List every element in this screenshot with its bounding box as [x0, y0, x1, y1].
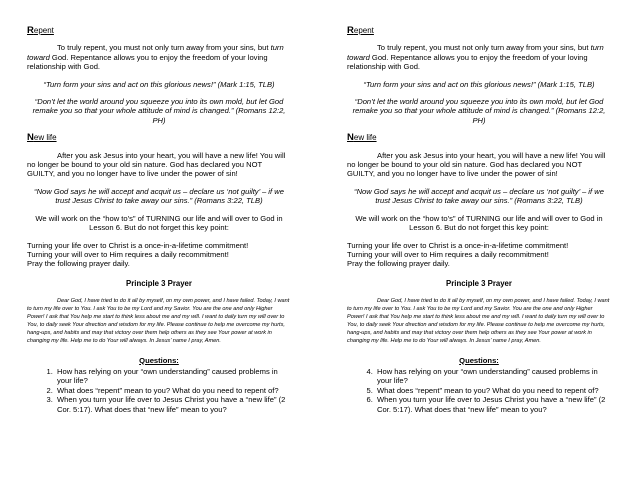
- key-line-1: Turning your life over to Christ is a once-in-a-lifetime commitment!: [347, 240, 569, 250]
- repent-heading: Repent: [347, 25, 374, 36]
- repent-paragraph: To truly repent, you must not only turn away from your sins, but turn toward God. Repentance allows you to enjoy the freedom of your loving relationship with God.: [27, 43, 284, 72]
- questions-list: [347, 367, 611, 414]
- repent-heading: Repent: [27, 25, 54, 36]
- newlife-heading: New life: [27, 132, 57, 144]
- key-line-3: Pray the following prayer daily.: [347, 259, 450, 269]
- question-item: 5. What does “repent” mean to you? What do you need to repent of?: [375, 386, 611, 395]
- newlife-paragraph: After you ask Jesus into your heart, you will have a new life! You will no longer be bound to your old sin nature. God has declared you NOT GUILTY, and you no longer have to live under the power of sin!: [27, 150, 286, 179]
- lesson-paragraph: We will work on the “how to’s” of TURNING our life and will over to God in Lesson 6. But do not forget this key point:: [355, 213, 603, 233]
- newlife-quote: “Now God says he will accept and acquit us – declare us ‘not guilty’ – if we trust Jesus Christ to take away our sins.” (Romans 3:22, TLB): [34, 186, 284, 206]
- key-line-1: Turning your life over to Christ is a once-in-a-lifetime commitment!: [27, 240, 249, 250]
- prayer-title: Principle 3 Prayer: [446, 278, 512, 288]
- spacer: [347, 233, 611, 241]
- repent-quote-1: “Turn form your sins and act on this glorious news!” (Mark 1:15, TLB): [43, 79, 275, 89]
- question-item: 2. What does “repent” mean to you? What do you need to repent of?: [55, 386, 291, 395]
- repent-quote-2: “Don’t let the world around you squeeze you into its own mold, but let God remake you so that your whole attitude of mind is changed.” (Romans 12:2, PH): [352, 97, 606, 125]
- questions-title: Questions:: [139, 355, 179, 365]
- column-right: [347, 26, 611, 414]
- repent-quote-2: “Don’t let the world around you squeeze you into its own mold, but let God remake you so that your whole attitude of mind is changed.” (Romans 12:2, PH): [32, 97, 286, 125]
- questions-list: [27, 367, 291, 414]
- key-line-3: Pray the following prayer daily.: [27, 259, 130, 269]
- newlife-heading: New life: [347, 132, 377, 144]
- column-left: [27, 26, 291, 414]
- key-line-2: Turning your will over to Him requires a daily recommitment!: [27, 249, 229, 259]
- question-item: 4. How has relying on your “own understanding” caused problems in your life?: [375, 367, 611, 386]
- newlife-quote: “Now God says he will accept and acquit us – declare us ‘not guilty’ – if we trust Jesus Christ to take away our sins.” (Romans 3:22, TLB): [354, 186, 604, 206]
- prayer-title: Principle 3 Prayer: [126, 278, 192, 288]
- prayer-text: Dear God, I have tried to do it all by myself, on my own power, and I have failed. Today, I want to turn my life over to You. I ask You to be my Lord and my Savior. You are the one and only Higher Power! I ask that You help me start to think less about me and my will. I want to daily turn my will over to You, to daily seek Your direction and wisdom for my life. Please continue to help me overcome my hurts, hang-ups, and habits and may that victory over them help others as they see Your power at work in changing my life. Help me to do Your will always. In Jesus’ name I pray, Amen.: [347, 298, 610, 344]
- question-item: 1. How has relying on your “own understanding” caused problems in your life?: [55, 367, 291, 386]
- questions-title: Questions:: [459, 355, 499, 365]
- question-item: 3. When you turn your life over to Jesus Christ you have a “new life” (2 Cor. 5:17). What does that “new life” mean to you?: [55, 395, 291, 414]
- lesson-paragraph: We will work on the “how to’s” of TURNING our life and will over to God in Lesson 6. But do not forget this key point:: [35, 213, 283, 233]
- prayer-text: Dear God, I have tried to do it all by myself, on my own power, and I have failed. Today, I want to turn my life over to You. I ask You to be my Lord and my Savior. You are the one and only Higher Power! I ask that You help me start to think less about me and my will. I want to daily turn my will over to You, to daily seek Your direction and wisdom for my life. Please continue to help me overcome my hurts, hang-ups, and habits and may that victory over them help others as they see Your power at work in changing my life. Help me to do Your will always. In Jesus’ name I pray, Amen.: [27, 298, 290, 344]
- newlife-paragraph: After you ask Jesus into your heart, you will have a new life! You will no longer be bound to your old sin nature. God has declared you NOT GUILTY, and you no longer have to live under the power of sin!: [347, 150, 606, 179]
- repent-paragraph: To truly repent, you must not only turn away from your sins, but turn toward God. Repentance allows you to enjoy the freedom of your loving relationship with God.: [347, 43, 604, 72]
- question-item: 6. When you turn your life over to Jesus Christ you have a “new life” (2 Cor. 5:17). What does that “new life” mean to you?: [375, 395, 611, 414]
- key-line-2: Turning your will over to Him requires a daily recommitment!: [347, 249, 549, 259]
- spacer: [27, 233, 291, 241]
- repent-quote-1: “Turn form your sins and act on this glorious news!” (Mark 1:15, TLB): [363, 79, 595, 89]
